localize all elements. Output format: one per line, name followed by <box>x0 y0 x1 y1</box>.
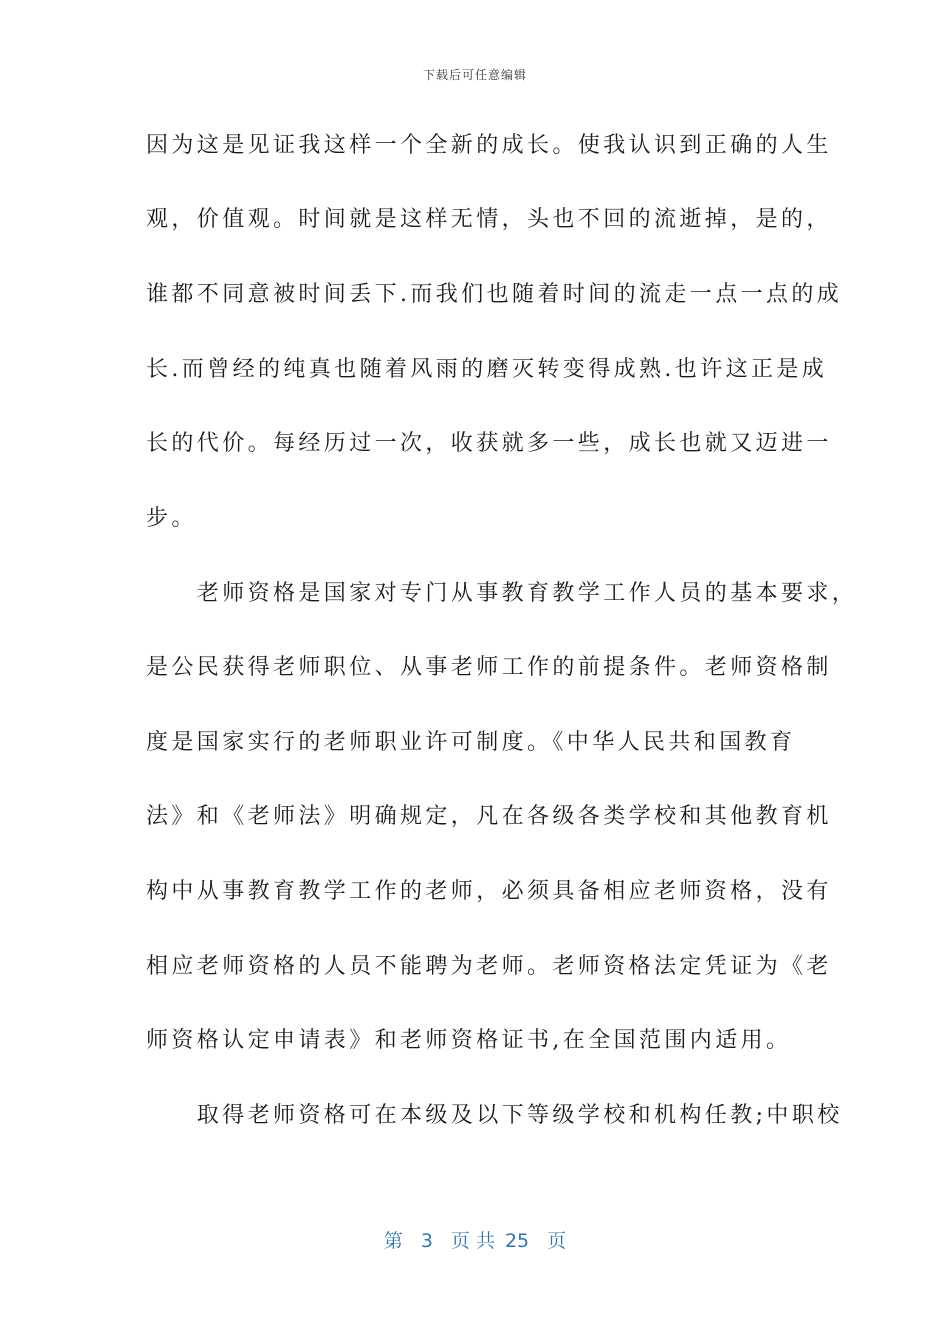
text-line: 法》和《老师法》明确规定，凡在各级各类学校和其他教育机 <box>146 804 832 829</box>
text-line: 观，价值观。时间就是这样无情，头也不回的流逝掉，是的， <box>146 207 832 232</box>
text-line: 步。 <box>146 506 197 531</box>
text-line: 是公民获得老师职位、从事老师工作的前提条件。老师资格制 <box>146 655 832 680</box>
text-line: 相应老师资格的人员不能聘为老师。老师资格法定凭证为《老 <box>146 954 832 979</box>
page-footer-middle: 页 共 <box>450 1230 495 1252</box>
text-line: 老师资格是国家对专门从事教育教学工作人员的基本要求， <box>146 581 858 606</box>
text-line: 师资格认定申请表》和老师资格证书,在全国范围内适用。 <box>146 1028 792 1053</box>
text-line: 谁都不同意被时间丢下.而我们也随着时间的流走一点一点的成 <box>146 282 843 307</box>
page-footer-suffix: 页 <box>547 1230 567 1252</box>
text-line: 长.而曾经的纯真也随着风雨的磨灭转变得成熟.也许这正是成 <box>146 357 828 382</box>
text-line: 构中从事教育教学工作的老师，必须具备相应老师资格，没有 <box>146 879 832 904</box>
page-footer <box>0 1226 950 1253</box>
text-line: 长的代价。每经历过一次，收获就多一些，成长也就又迈进一 <box>146 431 832 456</box>
text-line: 取得老师资格可在本级及以下等级学校和机构任教;中职校 <box>146 1103 843 1128</box>
page-current-number: 3 <box>420 1230 433 1252</box>
page-footer-prefix: 第 <box>383 1230 403 1252</box>
page-header-note: 下载后可任意编辑 <box>422 68 527 82</box>
text-line: 因为这是见证我这样一个全新的成长。使我认识到正确的人生 <box>146 133 832 158</box>
text-line: 度是国家实行的老师职业许可制度。《中华人民共和国教育 <box>146 730 796 755</box>
page-total-number: 25 <box>504 1230 530 1252</box>
